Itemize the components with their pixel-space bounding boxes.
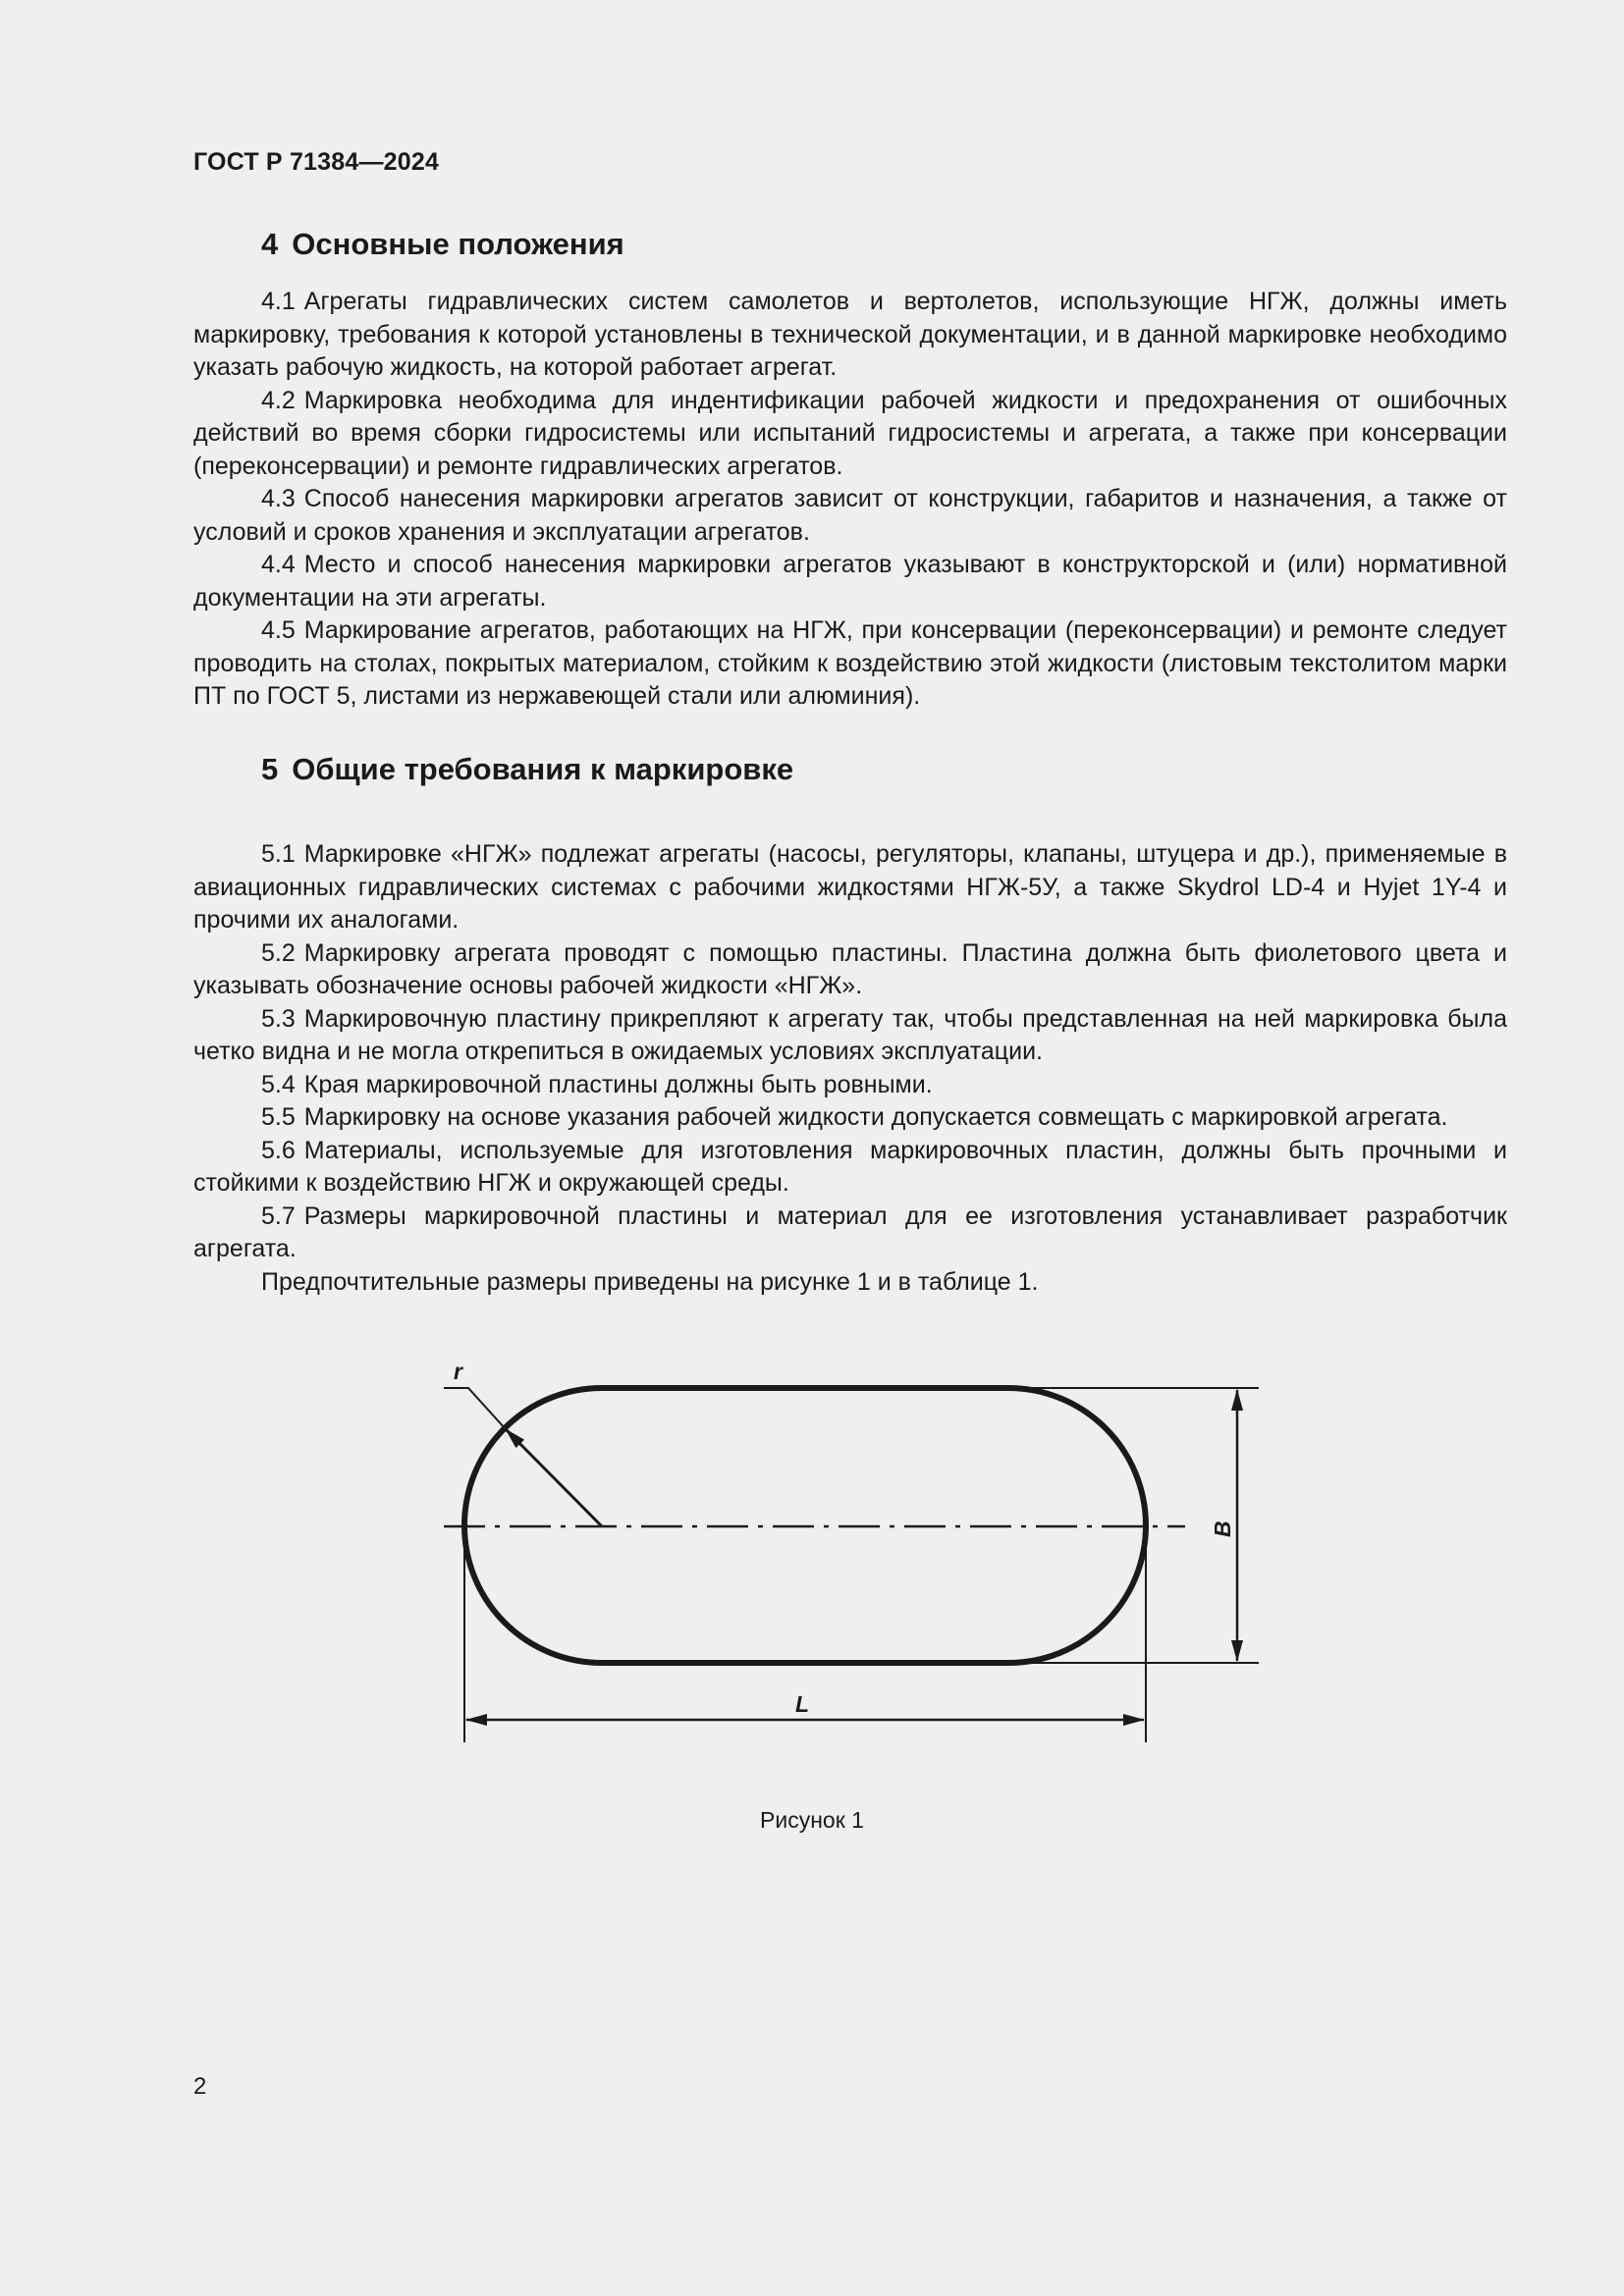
paragraph-number: 4.1 bbox=[261, 288, 296, 315]
paragraph-text: Маркировку агрегата проводят с помощью пластины. Пластина должна быть фиолетового цвета и указывать обозначение основы рабочей жидкости «НГЖ». bbox=[193, 938, 1507, 999]
paragraph-5-4 bbox=[193, 1069, 1507, 1102]
paragraph-4-1 bbox=[193, 286, 1507, 385]
section-title: Основные положения bbox=[292, 227, 624, 261]
section-5-heading bbox=[261, 752, 793, 787]
paragraph-number: 5.6 bbox=[261, 1136, 296, 1164]
paragraph-5-2 bbox=[193, 937, 1507, 1003]
paragraph-text: Материалы, используемые для изготовления маркировочных пластин, должны быть прочными и стойкими к воздействию НГЖ и окружающей среды. bbox=[193, 1136, 1507, 1197]
radius-label-leader bbox=[444, 1388, 506, 1429]
paragraph-4-2 bbox=[193, 385, 1507, 484]
paragraph-number: 5.1 bbox=[261, 840, 296, 868]
section-4-body bbox=[193, 286, 1507, 714]
paragraph-text: Маркирование агрегатов, работающих на НГЖ, при консервации (переконсервации) и ремонте следует проводить на столах, покрытых материалом, стойким к воздействию этой жидкости (листовым текстолитом марки ПТ по ГОСТ 5, листами из нержавеющей стали или алюминия). bbox=[193, 616, 1507, 710]
paragraph-text: Маркировочную пластину прикрепляют к агрегату так, чтобы представленная на ней маркировка была четко видна и не могла открепиться в ожидаемых условиях эксплуатации. bbox=[193, 1004, 1507, 1065]
paragraph-text: Способ нанесения маркировки агрегатов зависит от конструкции, габаритов и назначения, а также от условий и сроков хранения и эксплуатации агрегатов. bbox=[193, 485, 1507, 546]
figure-1 bbox=[0, 1335, 1624, 1777]
paragraph-text: Место и способ нанесения маркировки агрегатов указывают в конструкторской и (или) нормативной документации на эти агрегаты. bbox=[193, 551, 1507, 612]
section-number: 5 bbox=[261, 752, 279, 786]
paragraph-5-7 bbox=[193, 1201, 1507, 1266]
document-header: ГОСТ Р 71384—2024 bbox=[193, 148, 440, 176]
label-l: L bbox=[795, 1691, 810, 1717]
paragraph-number: 4.3 bbox=[261, 485, 296, 512]
paragraph-text: Края маркировочной пластины должны быть ровными. bbox=[303, 1070, 933, 1098]
page-number: 2 bbox=[193, 2073, 207, 2100]
paragraph-text: Размеры маркировочной пластины и материал для ее изготовления устанавливает разработчик агрегата. bbox=[193, 1201, 1507, 1262]
paragraph-number: 5.3 bbox=[261, 1004, 296, 1033]
paragraph-number: 5.2 bbox=[261, 938, 296, 967]
plate-drawing bbox=[0, 1335, 1624, 1777]
section-5-body bbox=[193, 838, 1507, 1299]
paragraph-number: 4.5 bbox=[261, 616, 296, 644]
paragraph-number: 5.7 bbox=[261, 1201, 296, 1230]
paragraph-4-5 bbox=[193, 614, 1507, 714]
paragraph-text: Маркировке «НГЖ» подлежат агрегаты (насосы, регуляторы, клапаны, штуцера и др.), применяемые в авиационных гидравлических системах с рабочими жидкостями НГЖ-5У, а также Skydrol LD-4 и Hyjet 1Y-4 и прочими их аналогами. bbox=[193, 840, 1507, 934]
section-title: Общие требования к маркировке bbox=[292, 752, 794, 786]
paragraph-number: 5.4 bbox=[261, 1070, 296, 1098]
radius-leader bbox=[506, 1429, 602, 1526]
paragraph-5-5 bbox=[193, 1101, 1507, 1135]
paragraph-number: 4.4 bbox=[261, 551, 296, 578]
label-b: B bbox=[1210, 1521, 1235, 1537]
paragraph-number: 5.5 bbox=[261, 1103, 296, 1131]
paragraph-5-3 bbox=[193, 1003, 1507, 1069]
paragraph-text: Маркировка необходима для индентификации рабочей жидкости и предохранения от ошибочных действий во время сборки гидросистемы или испытаний гидросистемы и агрегата, а также при консервации (переконсервации) и ремонте гидравлических агрегатов. bbox=[193, 386, 1507, 480]
label-r: r bbox=[454, 1359, 462, 1384]
paragraph-preferred-sizes bbox=[193, 1266, 1507, 1300]
paragraph-number: 4.2 bbox=[261, 386, 296, 414]
section-number: 4 bbox=[261, 227, 279, 261]
paragraph-text: Маркировку на основе указания рабочей жидкости допускается совмещать с маркировкой агрегата. bbox=[303, 1103, 1448, 1131]
paragraph-text: Агрегаты гидравлических систем самолетов и вертолетов, использующие НГЖ, должны иметь маркировку, требования к которой установлены в технической документации, и в данной маркировке необходимо указать рабочую жидкость, на которой работает агрегат. bbox=[193, 288, 1507, 381]
paragraph-5-6 bbox=[193, 1135, 1507, 1201]
paragraph-4-4 bbox=[193, 549, 1507, 614]
figure-caption: Рисунок 1 bbox=[760, 1807, 864, 1833]
paragraph-5-1 bbox=[193, 838, 1507, 937]
paragraph-4-3 bbox=[193, 483, 1507, 549]
paragraph-text: Предпочтительные размеры приведены на рисунке 1 и в таблице 1. bbox=[261, 1267, 1039, 1296]
section-4-heading bbox=[261, 227, 624, 262]
